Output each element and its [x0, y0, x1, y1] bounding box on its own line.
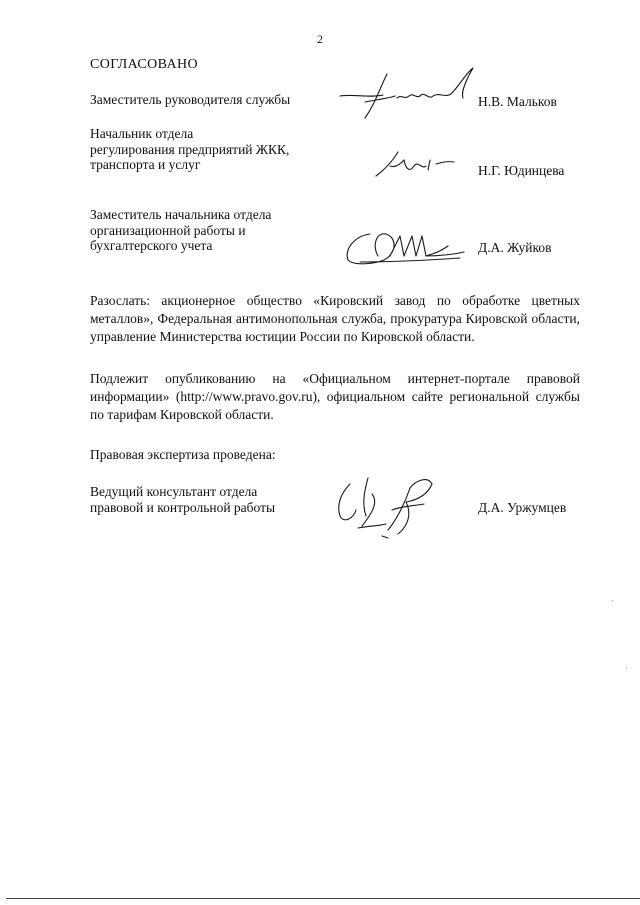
approval-heading: СОГЛАСОВАНО: [90, 57, 199, 72]
page-bottom-edge: [6, 898, 640, 899]
legal-review-title: Правовая экспертиза проведена:: [90, 447, 276, 462]
approver-1-name: Н.В. Мальков: [478, 94, 557, 109]
legal-review-name: Д.А. Уржумцев: [478, 500, 567, 515]
approver-3-position: Заместитель начальника отдела организационной работы и бухгалтерского учета: [90, 207, 272, 253]
approver-2-position: Начальник отдела регулирования предприятий ЖКК, транспорта и услуг: [90, 126, 290, 172]
approver-3-name: Д.А. Жуйков: [478, 240, 552, 255]
page-number: 2: [317, 32, 323, 46]
scan-speck: [612, 600, 613, 601]
approver-1-position: Заместитель руководителя службы: [90, 92, 291, 107]
approver-2-signature: [372, 146, 457, 186]
publication-paragraph: Подлежит опубликованию на «Официальном интернет-портале правовой информации» (http://www.pravo.gov.ru), официальном сайте региональной службы по тарифам Кировской области.: [90, 371, 580, 422]
distribution-paragraph: Разослать: акционерное общество «Кировский завод по обработке цветных металлов», Федеральная антимонопольная служба, прокуратура Кировской области, управление Министерства юстиции России по Кировской области.: [90, 293, 580, 344]
approver-1-signature: [335, 62, 485, 122]
legal-review-position: Ведущий консультант отдела правовой и контрольной работы: [90, 484, 276, 515]
scan-speck: [626, 668, 627, 669]
approver-2-name: Н.Г. Юдинцева: [478, 163, 565, 178]
legal-review-signature: [328, 474, 448, 544]
approver-3-signature: [340, 226, 470, 272]
